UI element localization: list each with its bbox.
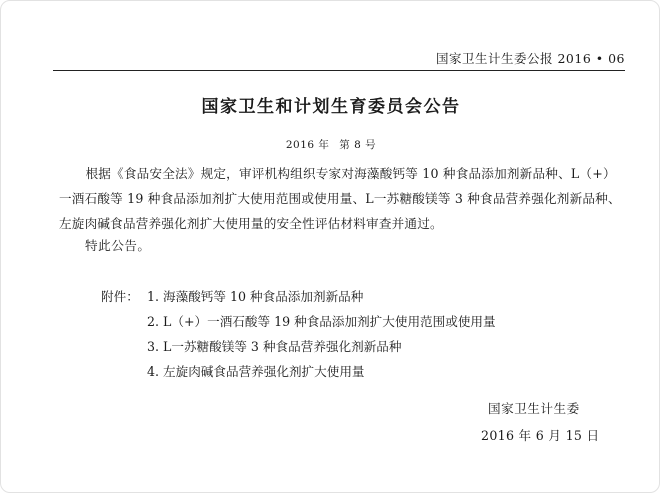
page-header <box>53 46 625 71</box>
attachment-number: 2. <box>146 314 159 329</box>
attachment-text: L一苏糖酸镁等 3 种食品营养强化剂新品种 <box>163 339 402 354</box>
publication-header: 国家卫生计生委公报 2016 • 06 <box>435 51 625 66</box>
document-year: 2016 年 <box>285 139 330 151</box>
attachment-text: 左旋肉碱食品营养强化剂扩大使用量 <box>163 364 365 379</box>
document-number <box>1 137 660 152</box>
attachment-number: 1. <box>146 289 159 304</box>
attachment-number: 3. <box>146 339 159 354</box>
closing-line: 特此公告。 <box>85 238 151 253</box>
attachment-label: 附件： <box>101 289 139 304</box>
attachment-number: 4. <box>146 364 159 379</box>
attachment-text: L（+）一酒石酸等 19 种食品添加剂扩大使用范围或使用量 <box>163 314 496 329</box>
document-serial: 第 8 号 <box>339 139 377 151</box>
attachment-text: 海藻酸钙等 10 种食品添加剂新品种 <box>163 289 364 304</box>
announcement-body: 根据《食品安全法》规定，审评机构组织专家对海藻酸钙等 10 种食品添加剂新品种、L（+）一酒石酸等 19 种食品添加剂扩大使用范围或使用量、L一苏糖酸镁等 3 种食品营养强化剂新品种、左旋肉碱食品营养强化剂扩大使用量的安全性评估材料审查并通过。 <box>59 166 621 231</box>
page-title: 国家卫生和计划生育委员会公告 <box>201 97 461 117</box>
issue-date: 2016 年 6 月 15 日 <box>481 428 600 443</box>
issuer-signature: 国家卫生计生委 <box>488 401 580 416</box>
